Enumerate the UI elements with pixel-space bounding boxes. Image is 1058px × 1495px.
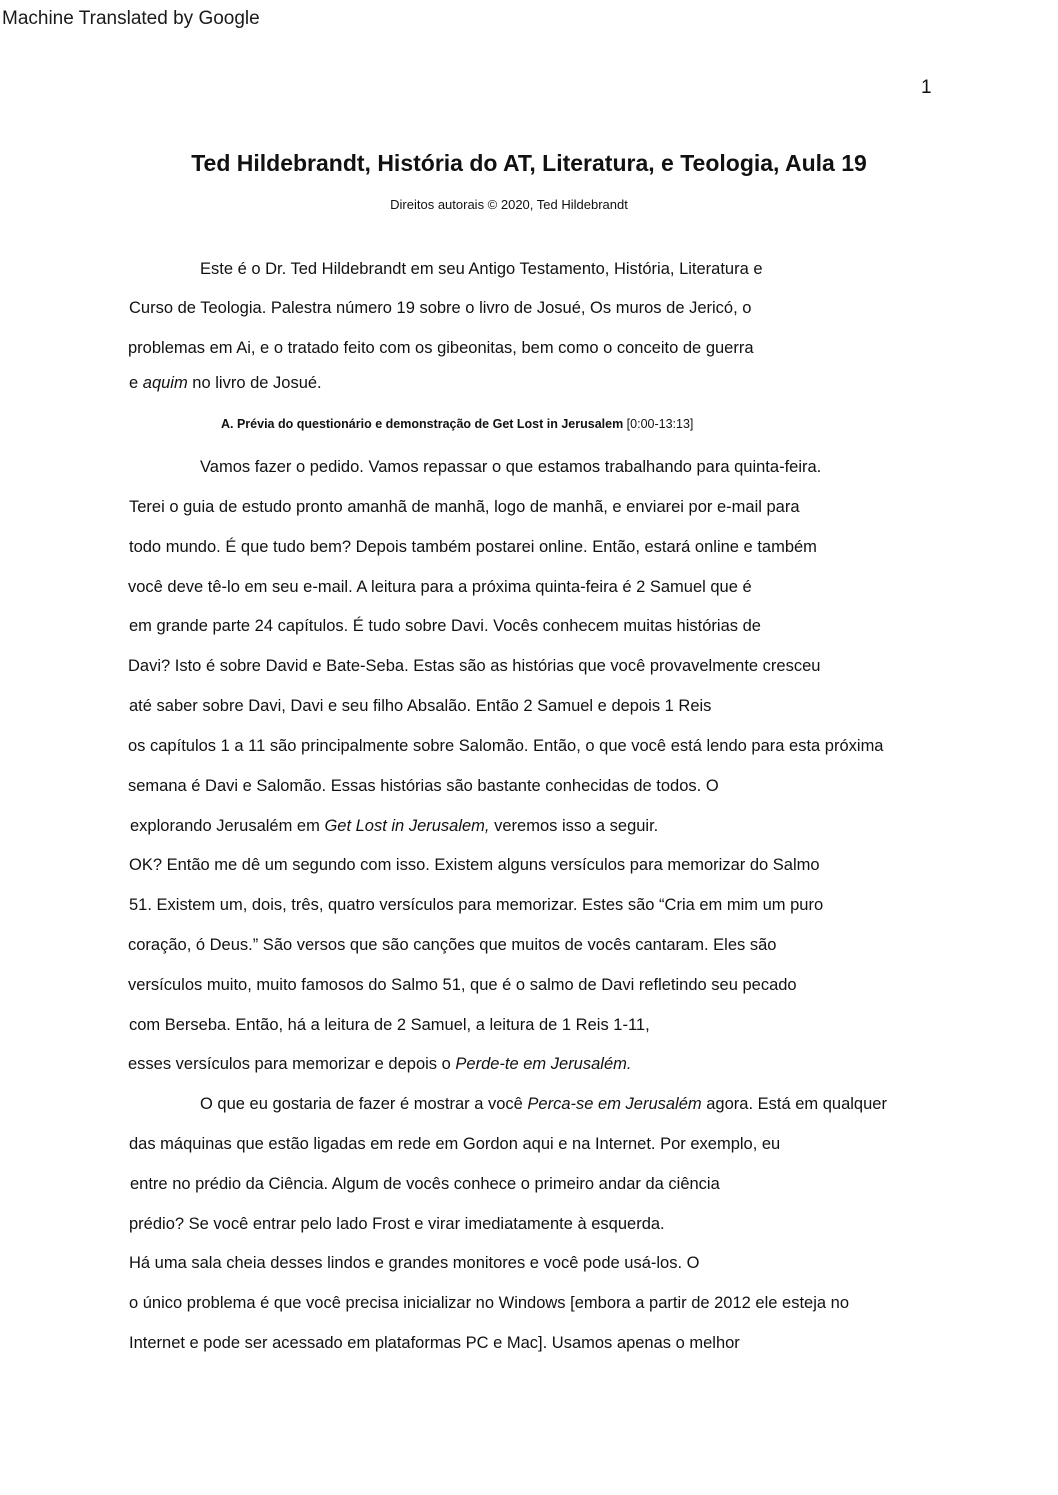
text-line: Terei o guia de estudo pronto amanhã de manhã, logo de manhã, e enviarei por e-mail para xyxy=(129,498,800,516)
copyright-notice: Direitos autorais © 2020, Ted Hildebrandt xyxy=(390,197,628,212)
section-timestamp: [0:00-13:13] xyxy=(623,417,694,431)
text-line: versículos muito, muito famosos do Salmo 51, que é o salmo de Davi refletindo seu pecado xyxy=(128,976,797,994)
text-span: explorando Jerusalém em xyxy=(130,817,325,835)
text-line: coração, ó Deus.” São versos que são canções que muitos de vocês cantaram. Eles são xyxy=(128,936,777,954)
machine-translation-banner: Machine Translated by Google xyxy=(2,8,260,29)
text-line xyxy=(128,1054,631,1074)
text-span: esses versículos para memorizar e depois o xyxy=(128,1055,456,1073)
text-line: semana é Davi e Salomão. Essas histórias são bastante conhecidas de todos. O xyxy=(128,777,719,795)
text-line: com Berseba. Então, há a leitura de 2 Samuel, a leitura de 1 Reis 1-11, xyxy=(129,1016,650,1034)
text-line: das máquinas que estão ligadas em rede em Gordon aqui e na Internet. Por exemplo, eu xyxy=(129,1135,781,1153)
text-line: Vamos fazer o pedido. Vamos repassar o que estamos trabalhando para quinta-feira. xyxy=(200,458,822,476)
page-number: 1 xyxy=(921,77,932,98)
text-span: e xyxy=(129,374,143,392)
text-line: Davi? Isto é sobre David e Bate-Seba. Estas são as histórias que você provavelmente cresceu xyxy=(128,657,821,675)
section-heading xyxy=(221,417,693,431)
text-line: em grande parte 24 capítulos. É tudo sobre Davi. Vocês conhecem muitas histórias de xyxy=(129,617,761,635)
text-line: problemas em Ai, e o tratado feito com os gibeonitas, bem como o conceito de guerra xyxy=(128,339,754,357)
text-line: entre no prédio da Ciência. Algum de vocês conhece o primeiro andar da ciência xyxy=(130,1175,720,1193)
text-line xyxy=(130,816,658,836)
text-span: veremos isso a seguir. xyxy=(489,817,659,835)
text-line: todo mundo. É que tudo bem? Depois também postarei online. Então, estará online e também xyxy=(129,538,817,556)
text-line xyxy=(129,373,322,393)
text-span: O que eu gostaria de fazer é mostrar a você xyxy=(200,1095,528,1113)
text-line: Curso de Teologia. Palestra número 19 sobre o livro de Josué, Os muros de Jericó, o xyxy=(129,299,752,317)
text-line xyxy=(200,1094,887,1114)
text-line: o único problema é que você precisa inicializar no Windows [embora a partir de 2012 ele esteja no xyxy=(129,1294,849,1312)
text-line: OK? Então me dê um segundo com isso. Existem alguns versículos para memorizar do Salmo xyxy=(129,856,820,874)
text-line: os capítulos 1 a 11 são principalmente sobre Salomão. Então, o que você está lendo para esta próxima xyxy=(128,737,884,755)
italic-title: Get Lost in Jerusalem, xyxy=(324,817,490,835)
text-span: no livro de Josué. xyxy=(187,374,322,392)
text-line: você deve tê-lo em seu e-mail. A leitura para a próxima quinta-feira é 2 Samuel que é xyxy=(128,578,752,596)
text-span: agora. Está em qualquer xyxy=(701,1095,887,1113)
italic-title: Perca-se em Jerusalém xyxy=(527,1095,702,1113)
document-title: Ted Hildebrandt, História do AT, Literatura, e Teologia, Aula 19 xyxy=(191,150,867,176)
text-line: Há uma sala cheia desses lindos e grandes monitores e você pode usá-los. O xyxy=(129,1254,700,1272)
text-line: Internet e pode ser acessado em plataformas PC e Mac]. Usamos apenas o melhor xyxy=(129,1334,740,1352)
italic-term: aquim xyxy=(142,374,188,392)
text-line: Este é o Dr. Ted Hildebrandt em seu Antigo Testamento, História, Literatura e xyxy=(200,260,763,278)
italic-title: Perde-te em Jerusalém. xyxy=(455,1055,632,1073)
section-heading-text: A. Prévia do questionário e demonstração de Get Lost in Jerusalem xyxy=(221,417,624,431)
text-line: 51. Existem um, dois, três, quatro versículos para memorizar. Estes são “Cria em mim um puro xyxy=(129,896,824,914)
text-line: até saber sobre Davi, Davi e seu filho Absalão. Então 2 Samuel e depois 1 Reis xyxy=(129,697,712,715)
text-line: prédio? Se você entrar pelo lado Frost e virar imediatamente à esquerda. xyxy=(129,1215,665,1233)
